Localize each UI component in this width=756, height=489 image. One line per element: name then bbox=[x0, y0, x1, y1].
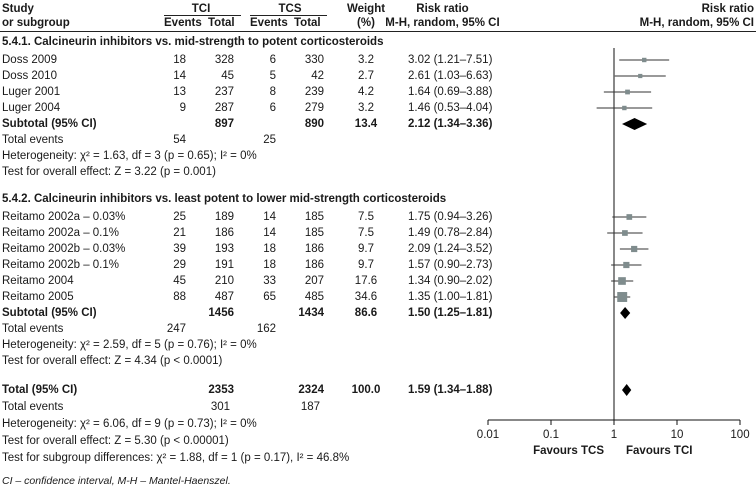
subtotal-total-tcs: 1434 bbox=[298, 307, 324, 319]
total-events-tci: 54 bbox=[173, 134, 186, 146]
group-title: 5.4.1. Calcineurin inhibitors vs. mid-strength to potent corticosteroids bbox=[2, 36, 384, 48]
events-tci: 88 bbox=[173, 291, 186, 303]
weight: 34.6 bbox=[354, 291, 378, 303]
total-tci: 186 bbox=[214, 227, 234, 239]
risk-ratio-ci: 1.35 (1.00–1.81) bbox=[408, 291, 493, 303]
favours-tcs-label: Favours TCS bbox=[533, 445, 604, 457]
subtotal-ci: 1.50 (1.25–1.81) bbox=[408, 307, 493, 319]
total-events-tcs: 187 bbox=[300, 401, 320, 413]
subtotal-total-tcs: 890 bbox=[304, 118, 324, 130]
total-total-tcs: 2324 bbox=[298, 384, 324, 396]
total-tci: 191 bbox=[214, 259, 234, 271]
header-total-tcs: Total bbox=[294, 17, 321, 29]
events-tci: 9 bbox=[179, 102, 186, 114]
events-tci: 45 bbox=[173, 275, 186, 287]
header-subgroup: or subgroup bbox=[2, 17, 70, 29]
header-total-tci: Total bbox=[208, 17, 235, 29]
risk-ratio-ci: 2.09 (1.24–3.52) bbox=[408, 243, 493, 255]
events-tcs: 65 bbox=[263, 291, 276, 303]
events-tci: 13 bbox=[173, 86, 186, 98]
group-title: 5.4.2. Calcineurin inhibitors vs. least potent to lower mid-strength corticosteroids bbox=[2, 193, 447, 205]
total-tcs: 185 bbox=[304, 211, 324, 223]
header-events-tci: Events bbox=[164, 17, 202, 29]
header-risk-ratio: Risk ratio bbox=[416, 3, 469, 15]
header-tcs: TCS bbox=[278, 3, 302, 15]
weight: 9.7 bbox=[358, 243, 374, 255]
events-tci: 29 bbox=[173, 259, 186, 271]
study-name: Doss 2009 bbox=[2, 54, 57, 66]
x-tick-label: 10 bbox=[670, 429, 684, 441]
total-tcs: 207 bbox=[304, 275, 324, 287]
summary-diamond bbox=[622, 384, 631, 396]
study-point-square bbox=[625, 90, 630, 95]
events-tcs: 18 bbox=[263, 243, 276, 255]
events-tci: 25 bbox=[173, 211, 186, 223]
subtotal-ci: 2.12 (1.34–3.36) bbox=[408, 118, 493, 130]
header-plot-risk-ratio: Risk ratio bbox=[701, 3, 754, 15]
risk-ratio-ci: 1.46 (0.53–4.04) bbox=[408, 102, 493, 114]
header-risk-ratio-method: M-H, random, 95% CI bbox=[385, 17, 500, 29]
total-tci: 189 bbox=[214, 211, 234, 223]
total-events-tcs: 162 bbox=[256, 323, 276, 335]
header-rule bbox=[0, 31, 756, 32]
risk-ratio-ci: 3.02 (1.21–7.51) bbox=[408, 54, 493, 66]
weight: 3.2 bbox=[358, 102, 374, 114]
heterogeneity-text: Heterogeneity: χ² = 1.63, df = 3 (p = 0.65); I² = 0% bbox=[2, 150, 257, 162]
total-tci: 237 bbox=[214, 86, 234, 98]
total-tci: 210 bbox=[214, 275, 234, 287]
study-name: Doss 2010 bbox=[2, 70, 57, 82]
header-weight: Weight bbox=[346, 3, 386, 15]
events-tcs: 18 bbox=[263, 259, 276, 271]
study-name: Reitamo 2002b – 0.1% bbox=[2, 259, 119, 271]
summary-diamond bbox=[622, 118, 647, 130]
total-tcs: 185 bbox=[304, 227, 324, 239]
study-point-square bbox=[618, 277, 626, 285]
risk-ratio-ci: 1.64 (0.69–3.88) bbox=[408, 86, 493, 98]
weight: 7.5 bbox=[358, 211, 374, 223]
total-tcs: 186 bbox=[304, 243, 324, 255]
weight: 2.7 bbox=[358, 70, 374, 82]
total-weight: 100.0 bbox=[351, 384, 381, 396]
total-events-tci: 247 bbox=[166, 323, 186, 335]
study-name: Luger 2001 bbox=[2, 86, 61, 98]
events-tci: 18 bbox=[173, 54, 186, 66]
total-tcs: 279 bbox=[304, 102, 324, 114]
weight: 9.7 bbox=[358, 259, 374, 271]
study-point-square bbox=[638, 74, 642, 78]
study-point-square bbox=[631, 246, 637, 252]
study-point-square bbox=[623, 262, 629, 268]
subtotal-label: Subtotal (95% CI) bbox=[2, 307, 97, 319]
study-point-square bbox=[617, 292, 627, 302]
x-tick-label: 1 bbox=[610, 429, 618, 441]
risk-ratio-ci: 1.34 (0.90–2.02) bbox=[408, 275, 493, 287]
total-tcs: 239 bbox=[304, 86, 324, 98]
events-tcs: 6 bbox=[269, 54, 276, 66]
total-events-label: Total events bbox=[2, 134, 64, 146]
x-tick-label: 100 bbox=[730, 429, 750, 441]
x-tick-label: 0.1 bbox=[543, 429, 559, 441]
events-tcs: 6 bbox=[269, 102, 276, 114]
subtotal-label: Subtotal (95% CI) bbox=[2, 118, 97, 130]
weight: 3.2 bbox=[358, 54, 374, 66]
study-point-square bbox=[626, 214, 632, 220]
subtotal-weight: 13.4 bbox=[354, 118, 378, 130]
total-tci: 287 bbox=[214, 102, 234, 114]
header-events-tcs: Events bbox=[250, 17, 288, 29]
header-weight-unit: (%) bbox=[357, 17, 375, 29]
total-tcs: 186 bbox=[304, 259, 324, 271]
subtotal-total-tci: 897 bbox=[214, 118, 234, 130]
weight: 17.6 bbox=[354, 275, 378, 287]
weight: 7.5 bbox=[358, 227, 374, 239]
events-tci: 21 bbox=[173, 227, 186, 239]
events-tcs: 33 bbox=[263, 275, 276, 287]
total-tci: 45 bbox=[221, 70, 234, 82]
study-name: Reitamo 2002a – 0.03% bbox=[2, 211, 126, 223]
x-tick-label: 0.01 bbox=[476, 429, 500, 441]
summary-diamond bbox=[620, 307, 630, 319]
total-label: Total (95% CI) bbox=[2, 384, 78, 396]
heterogeneity-text: Heterogeneity: χ² = 2.59, df = 5 (p = 0.76); I² = 0% bbox=[2, 339, 257, 351]
risk-ratio-ci: 1.75 (0.94–3.26) bbox=[408, 211, 493, 223]
study-name: Reitamo 2004 bbox=[2, 275, 74, 287]
events-tci: 39 bbox=[173, 243, 186, 255]
overall-effect-text: Test for overall effect: Z = 5.30 (p < 0.00001) bbox=[2, 435, 229, 447]
overall-effect-text: Test for overall effect: Z = 3.22 (p = 0.001) bbox=[2, 166, 216, 178]
events-tcs: 5 bbox=[269, 70, 276, 82]
favours-tci-label: Favours TCI bbox=[626, 445, 693, 457]
study-name: Luger 2004 bbox=[2, 102, 61, 114]
total-ci: 1.59 (1.34–1.88) bbox=[408, 384, 493, 396]
header-tci: TCI bbox=[191, 3, 211, 15]
study-name: Reitamo 2002a – 0.1% bbox=[2, 227, 119, 239]
study-point-square bbox=[622, 230, 628, 236]
risk-ratio-ci: 2.61 (1.03–6.63) bbox=[408, 70, 493, 82]
total-tcs: 330 bbox=[304, 54, 324, 66]
events-tci: 14 bbox=[173, 70, 186, 82]
header-study: Study bbox=[2, 3, 34, 15]
heterogeneity-text: Heterogeneity: χ² = 6.06, df = 9 (p = 0.73); I² = 0% bbox=[2, 418, 257, 430]
risk-ratio-ci: 1.57 (0.90–2.73) bbox=[408, 259, 493, 271]
weight: 4.2 bbox=[358, 86, 374, 98]
total-tci: 328 bbox=[214, 54, 234, 66]
subtotal-total-tci: 1456 bbox=[208, 307, 234, 319]
footnote: CI – confidence interval, M-H – Mantel-Haenszel. bbox=[2, 475, 231, 487]
total-tci: 487 bbox=[214, 291, 234, 303]
total-events-label: Total events bbox=[2, 323, 64, 335]
events-tcs: 8 bbox=[269, 86, 276, 98]
events-tcs: 14 bbox=[263, 227, 276, 239]
total-total-tci: 2353 bbox=[208, 384, 234, 396]
subtotal-weight: 86.6 bbox=[354, 307, 378, 319]
total-tci: 193 bbox=[214, 243, 234, 255]
total-events-tci: 301 bbox=[210, 401, 230, 413]
total-tcs: 485 bbox=[304, 291, 324, 303]
study-point-square bbox=[622, 106, 626, 110]
study-name: Reitamo 2002b – 0.03% bbox=[2, 243, 126, 255]
total-tcs: 42 bbox=[311, 70, 324, 82]
events-tcs: 14 bbox=[263, 211, 276, 223]
risk-ratio-ci: 1.49 (0.78–2.84) bbox=[408, 227, 493, 239]
header-plot-method: M-H, random, 95% CI bbox=[639, 17, 754, 29]
study-name: Reitamo 2005 bbox=[2, 291, 74, 303]
total-events-tcs: 25 bbox=[263, 134, 276, 146]
subgroup-differences-text: Test for subgroup differences: χ² = 1.88, df = 1 (p = 0.17), I² = 46.8% bbox=[2, 452, 350, 464]
overall-effect-text: Test for overall effect: Z = 4.34 (p < 0.0001) bbox=[2, 355, 223, 367]
total-events-label: Total events bbox=[2, 401, 64, 413]
study-point-square bbox=[642, 58, 646, 62]
